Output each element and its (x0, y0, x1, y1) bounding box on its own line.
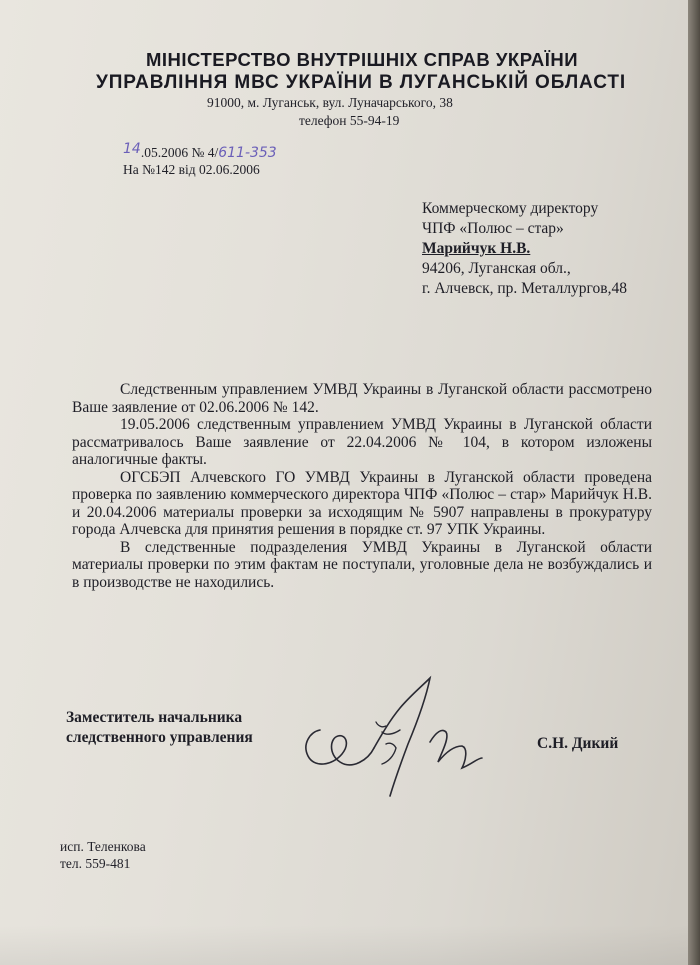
letterhead-phone: телефон 55-94-19 (299, 113, 400, 128)
paper-shading (0, 925, 688, 965)
recipient-block (422, 199, 627, 299)
letter-body (72, 381, 652, 591)
body-paragraph-2: 19.05.2006 следственным управлением УМВД Украины в Луганской области рассматривалось Ваше заявление от 22.04.2006 № 104, в котором изложены аналогичные факты. (72, 416, 652, 468)
signatory-title (66, 708, 253, 748)
executor-name: исп. Теленкова (60, 839, 146, 854)
handwritten-day: 14 (123, 141, 141, 157)
signatory-title-line2: следственного управления (66, 729, 253, 746)
letterhead-address: 91000, м. Луганськ, вул. Луначарського, 38 (207, 95, 453, 110)
body-paragraph-1: Следственным управлением УМВД Украины в Луганской области рассмотрено Ваше заявление от 02.06.2006 № 142. (72, 381, 652, 416)
recipient-position: Коммерческому директору (422, 200, 599, 217)
department-title: УПРАВЛІННЯ МВС УКРАЇНИ В ЛУГАНСЬКІЙ ОБЛАСТІ (96, 72, 627, 93)
executor-block (60, 838, 146, 872)
body-paragraph-3: ОГСБЭП Алчевского ГО УМВД Украины в Луганской области проведена проверка по заявлению коммерческого директора ЧПФ «Полюс – стар» Марийчук Н.В. и 20.04.2006 материалы проверки за исходящим № 5907 направлены в прокуратуру города Алчевска для принятия решения в порядке ст. 97 УПК Украины. (72, 468, 652, 538)
outgoing-reference (123, 141, 277, 161)
reference-date-number: .05.2006 № 4/ (140, 145, 219, 160)
recipient-name: Марийчук Н.В. (422, 240, 531, 257)
recipient-company: ЧПФ «Полюс – стар» (422, 220, 564, 237)
handwritten-number: 611-353 (218, 145, 277, 161)
incoming-reference: На №142 від 02.06.2006 (123, 162, 260, 177)
executor-phone: тел. 559-481 (60, 856, 131, 871)
ministry-title: МІНІСТЕРСТВО ВНУТРІШНІХ СПРАВ УКРАЇНИ (146, 49, 579, 70)
handwritten-signature (290, 672, 510, 812)
recipient-address-line1: 94206, Луганская обл., (422, 260, 571, 277)
recipient-address-line2: г. Алчевск, пр. Металлургов,48 (422, 280, 627, 297)
signatory-title-line1: Заместитель начальника (66, 709, 243, 726)
paper-edge-shadow (688, 0, 700, 965)
signatory-name: С.Н. Дикий (537, 735, 619, 752)
body-paragraph-4: В следственные подразделения УМВД Украины в Луганской области материалы проверки по этим фактам не поступали, уголовные дела не возбуждались и в производстве не находились. (72, 538, 652, 591)
